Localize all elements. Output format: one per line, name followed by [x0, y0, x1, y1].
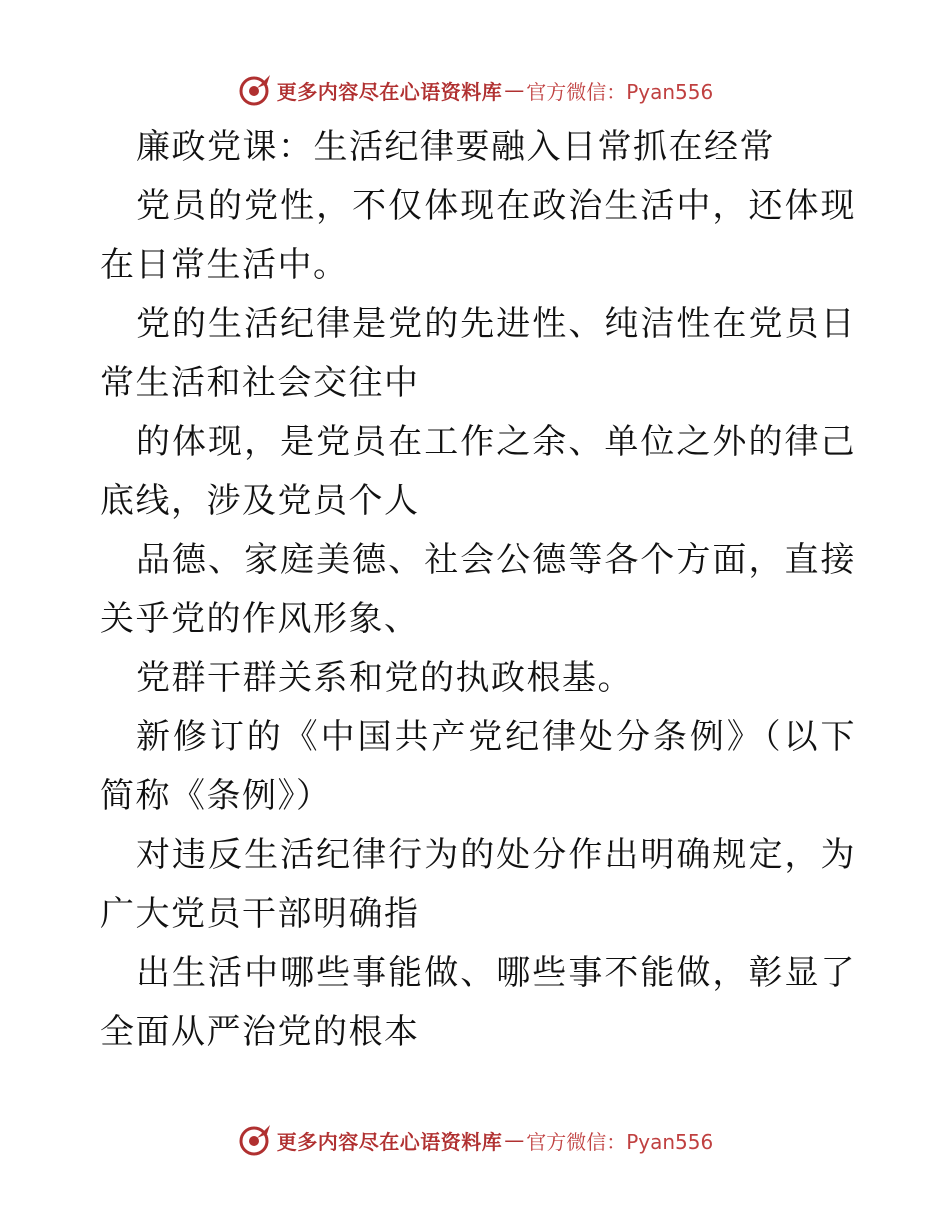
footer-watermark [0, 1120, 950, 1160]
paragraph: 的体现，是党员在工作之余、单位之外的律己底线，涉及党员个人 [100, 422, 856, 521]
paragraph: 出生活中哪些事能做、哪些事不能做，彰显了全面从严治党的根本 [100, 953, 856, 1052]
banner-contact: 官方微信：Pyan556 [526, 79, 714, 104]
document-body [100, 118, 856, 1062]
paragraph: 对违反生活纪律行为的处分作出明确规定，为广大党员干部明确指 [100, 835, 856, 934]
banner-text: 更多内容尽在心语资料库 [276, 1129, 503, 1154]
header-watermark [0, 70, 950, 110]
document-title: 廉政党课：生活纪律要融入日常抓在经常 [136, 127, 775, 167]
banner-contact: 官方微信：Pyan556 [526, 1129, 714, 1154]
quill-logo-icon [237, 1122, 273, 1158]
paragraph: 党的生活纪律是党的先进性、纯洁性在党员日常生活和社会交往中 [100, 304, 856, 403]
banner-text: 更多内容尽在心语资料库 [276, 79, 503, 104]
paragraph: 新修订的《中国共产党纪律处分条例》（以下简称《条例》） [100, 717, 856, 816]
banner-separator: — [504, 1128, 525, 1152]
quill-logo-icon [237, 72, 273, 108]
banner-separator: — [504, 78, 525, 102]
paragraph: 品德、家庭美德、社会公德等各个方面，直接关乎党的作风形象、 [100, 540, 856, 639]
paragraph: 党员的党性，不仅体现在政治生活中，还体现在日常生活中。 [100, 186, 856, 285]
paragraph: 党群干群关系和党的执政根基。 [136, 658, 633, 698]
